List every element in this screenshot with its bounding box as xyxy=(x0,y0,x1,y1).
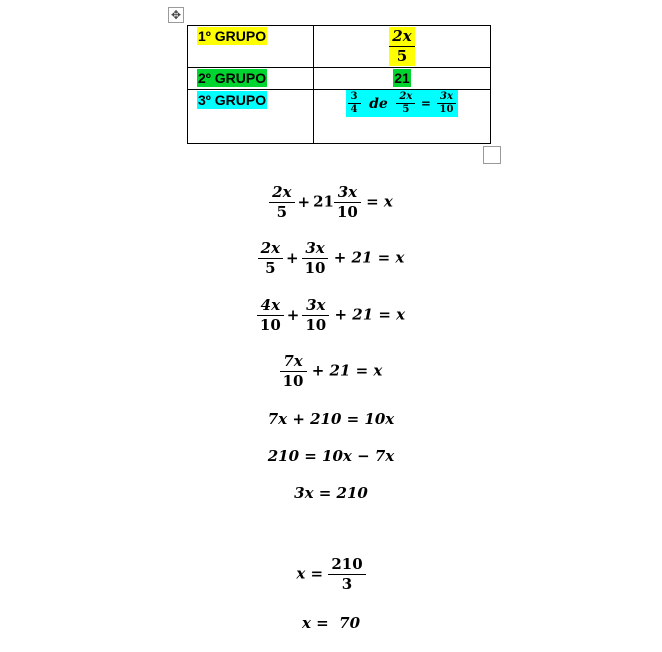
word-de: de xyxy=(369,95,388,112)
equation-line xyxy=(0,555,662,594)
group-3-label: 3º GRUPO xyxy=(198,92,267,108)
equation-line: 7x + 210 = 10x xyxy=(267,410,395,428)
fraction-numerator: 210 xyxy=(328,555,365,575)
fraction-numerator: 2x xyxy=(269,183,294,203)
fraction-denominator: 3 xyxy=(341,575,353,593)
fraction-denominator: 10 xyxy=(282,372,304,390)
equation-line: 3x = 210 xyxy=(294,484,368,502)
fraction-numerator: 2x xyxy=(258,239,283,259)
fraction-numerator: 3x xyxy=(302,296,329,316)
equation-rhs: = x xyxy=(366,192,393,211)
fraction-denominator: 10 xyxy=(337,203,358,221)
fraction-numerator: 2x xyxy=(396,91,415,104)
fraction-numerator: 3 xyxy=(348,91,361,104)
group-1-fraction xyxy=(389,27,414,66)
group-3-expression xyxy=(346,90,459,117)
equation-tail: + 21 = x xyxy=(311,361,383,380)
fraction-denominator: 5 xyxy=(265,259,276,277)
equation-line: x = 70 xyxy=(301,614,361,632)
fraction-denominator: 5 xyxy=(396,47,408,65)
equation-lhs: x = xyxy=(296,564,324,583)
plus-sign: + xyxy=(286,248,299,267)
fraction-denominator: 5 xyxy=(276,203,288,221)
fraction-denominator: 10 xyxy=(304,259,326,277)
fraction-denominator: 5 xyxy=(402,104,410,115)
equation-tail: + 21 = x xyxy=(333,248,405,267)
plus-sign: + xyxy=(297,192,311,211)
fraction-numerator: 2x xyxy=(389,27,414,47)
table-row xyxy=(188,90,491,144)
table-resize-handle[interactable] xyxy=(483,146,501,164)
fraction-numerator: 7x xyxy=(280,352,307,372)
table-row xyxy=(188,68,491,90)
fraction-numerator: 3x xyxy=(437,91,457,104)
fraction-denominator: 10 xyxy=(259,316,281,334)
table-cell[interactable] xyxy=(188,90,314,144)
fraction-denominator: 10 xyxy=(305,316,327,334)
fraction-denominator: 10 xyxy=(439,104,454,115)
groups-table xyxy=(187,25,491,144)
integer-term: 21 xyxy=(313,192,334,211)
table-move-handle-icon[interactable]: ✥ xyxy=(168,7,184,23)
fraction-denominator: 4 xyxy=(350,104,358,115)
equation-line xyxy=(0,352,662,391)
table-cell[interactable] xyxy=(188,26,314,68)
equation-line xyxy=(0,183,662,222)
fraction-numerator: 4x xyxy=(257,296,284,316)
table-cell[interactable] xyxy=(314,26,491,68)
equals-sign: = xyxy=(420,96,431,111)
fraction-numerator: 3x xyxy=(334,183,361,203)
equation-line xyxy=(0,239,662,278)
fraction-numerator: 3x xyxy=(302,239,329,259)
equation-line xyxy=(0,296,662,335)
equation-line: 210 = 10x − 7x xyxy=(267,447,395,465)
group-2-value: 21 xyxy=(394,70,410,86)
table-cell[interactable] xyxy=(188,68,314,90)
table-cell[interactable] xyxy=(314,90,491,144)
group-1-label: 1º GRUPO xyxy=(198,28,267,44)
table-cell[interactable] xyxy=(314,68,491,90)
group-2-label: 2º GRUPO xyxy=(198,70,267,86)
equation-tail: + 21 = x xyxy=(334,305,406,324)
table-row xyxy=(188,26,491,68)
plus-sign: + xyxy=(286,305,300,324)
